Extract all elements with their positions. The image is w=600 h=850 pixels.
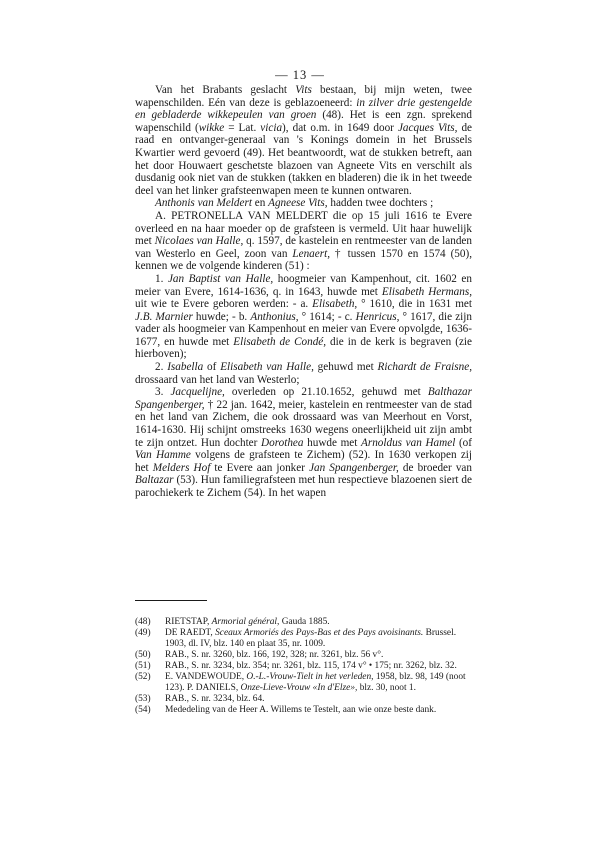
text-run: 1958, blz. 98, 149 (noot 123). P. DANIELS, [165,672,466,693]
text-run: en [251,197,269,210]
footnote-text [165,661,472,672]
text-run: huwde; - b. [192,310,251,323]
text-run: Gauda 1885. [279,617,330,627]
text-run: drossaard van het land van Westerlo; [135,373,300,386]
italic-run: Dorothea [261,436,304,449]
text-run: = Lat. [224,121,261,134]
italic-run: Anthonius, [250,310,299,323]
italic-run: Anthonis van Meldert [155,197,252,210]
italic-run: Elisabeth van Halle, [220,361,314,374]
footnote-number: (48) [135,617,151,627]
italic-run: Van Hamme [135,449,191,462]
text-run: die in de kerk is begraven (zie hierboven); [135,335,472,361]
footnote [135,672,472,694]
text-run: RAB., S. nr. 3260, blz. 166, 192, 328; nr. 3261, blz. 56 v°. [165,650,384,660]
italic-run: Sceaux Armoriés des Pays-Bas et des Pays avoisinants. [215,628,424,638]
paragraph [135,84,472,197]
italic-run: Lenaert, [292,247,330,260]
text-run: RIETSTAP, [165,617,212,627]
footnote-number: (53) [135,694,151,704]
text-run: Van het Brabants geslacht [155,84,296,96]
footnote-text [165,650,472,661]
italic-run: in zilver drie gestengelde en gebladerde wikkepeulen van groen [135,96,472,122]
text-run: hoogmeier van Kampenhout, cit. 1602 en meier van Evere, 1614-1636, q. in 1643, huwde met [135,272,472,298]
italic-run: Armorial général, [211,617,280,627]
text-run: † tussen 1570 en 1574 (50), kennen we de volgende kinderen (51) : [135,247,473,273]
footnote-number: (52) [135,672,151,682]
footnote-rule [135,600,207,601]
footnote [135,650,472,661]
footnote-text [165,617,472,628]
text-run: Brussel. 1903, dl. IV, blz. 140 en plaat 35, nr. 1009. [165,628,457,649]
paragraph [135,197,472,210]
text-run: ° 1614; - c. [298,310,356,323]
italic-run: O.-L.-Vrouw-Tielt in het verleden, [246,672,374,682]
paragraph [135,273,472,361]
italic-run: Elisabeth Hermans, [381,285,473,298]
italic-run: J.B. Marnier [135,310,193,323]
text-run: (of [455,436,472,449]
footnote [135,661,472,672]
text-run: hadden twee dochters ; [327,197,434,210]
italic-run: Isabella [167,361,204,374]
italic-run: Onze-Lieve-Vrouw «In d'Elze», [240,683,358,693]
body-text [135,84,472,500]
footnote [135,617,472,628]
text-run: Mededeling van de Heer A. Willems te Testelt, aan wie onze beste dank. [165,705,437,715]
text-run: E. VANDEWOUDE, [165,672,247,682]
text-run: 3. [155,386,171,399]
text-run: blz. 30, noot 1. [357,683,416,693]
italic-run: Jan Baptist van Halle, [167,272,274,285]
text-run: de broeder van [398,461,472,474]
italic-run: Balthazar Spangenberger, [135,386,472,411]
italic-run: Arnoldus van Hamel [361,436,456,449]
italic-run: Henricus, [355,310,400,323]
text-run: volgens de grafsteen te Zichem) (52). In 1630 verkopen zij het [135,449,473,474]
italic-run: Melders Hof [152,461,211,474]
footnote [135,628,472,650]
paragraph [135,210,472,273]
text-run: ° 1617, die zijn vader als hoogmeier van Kampenhout en meier van Evere opvolgde, 1636-1677, en huwde met [135,310,472,348]
footnote-number: (54) [135,705,151,715]
italic-run: Elisabeth, [312,298,358,311]
footnote-number: (50) [135,650,151,660]
footnote-text [165,705,472,716]
text-run: uit wie te Evere geboren werden: - a. [135,298,313,311]
footnote-text [165,694,472,705]
footnote [135,694,472,705]
text-run: RAB., S. nr. 3234, blz. 354; nr. 3261, blz. 115, 174 v° • 175; nr. 3262, blz. 32. [165,661,457,671]
text-run: q. 1597, de kastelein en rentmeester van de landen van Westerlo en Geel, zoon van [135,235,472,260]
text-run: huwde met [303,436,362,449]
footnotes [135,617,472,716]
italic-run: Baltazar [135,474,174,487]
text-run: gehuwd met [313,361,378,374]
text-run: † 22 jan. 1642, meier, kastelein en rentmeester van de stad en het land van Zichem, die ook drossaard was van Meerhout en Vorst, 1614-1630. Hij schijnt omstreeks 1630 wegens oneerlijkheid uit zijn ambt te zijn ontzet. Hun dochter [135,398,472,449]
text-run: bestaan, bij mijn weten, twee wapenschilden. Eén van deze is geblazoeneerd: [135,84,472,109]
text-run: overleden op 21.10.1652, gehuwd met [224,386,428,399]
italic-run: Nicolaes van Halle, [154,235,244,248]
italic-run: wikke [198,121,225,134]
text-run: DE RAEDT, [165,628,216,638]
italic-run: Elisabeth de Condé, [233,335,327,348]
italic-run: Jan Spangenberger, [309,461,399,474]
italic-run: Jacquelijne, [170,386,225,399]
text-run: A. PETRONELLA VAN MELDERT die op 15 juli 1616 te Evere overleed en na haar moeder op de grafsteen is vermeld. Uit haar huwelijk met [135,209,472,248]
italic-run: Vits [295,84,312,96]
footnote-number: (49) [135,628,151,638]
text-run: (53). Hun familiegrafsteen met hun respectieve blazoenen siert de parochiekerk te Zichem (54). In het wapen [135,474,472,499]
text-run: of [203,361,221,374]
italic-run: vicia [260,121,283,134]
paragraph [135,361,472,386]
italic-run: Jacques Vits, [397,121,458,134]
italic-run: Agneese Vits, [268,197,328,210]
text-run: (48). Het is een zgn. sprekend wapenschild ( [135,109,472,134]
page-number: — 13 — [275,68,325,82]
text-run: 2. [155,361,168,374]
text-run: de raad en ontvanger-generaal van 's Konings domein in het Brussels Kwartier werd gevoerd (49). Het beantwoordt, wat de stukken betreft, aan het door Houwaert geschetste blazoen van Agneete Vits en verschilt als dusdanig ook niet van de stukken (takken en bladeren) die ik in het tweede deel van het linker grafsteenwapen meen te kunnen ontwaren. [135,121,473,197]
text-run: ° 1610, die in 1631 met [357,298,472,311]
footnote-text [165,672,472,694]
text-run: 1. [155,272,168,285]
paragraph [135,386,472,499]
text-run: ), dat o.m. in 1649 door [282,121,398,134]
footnote [135,705,472,716]
footnote-text [165,628,472,650]
text-run: RAB., S. nr. 3234, blz. 64. [165,694,265,704]
italic-run: Richardt de Fraisne, [377,361,473,374]
footnote-number: (51) [135,661,151,671]
text-run: te Evere aan jonker [210,461,310,474]
